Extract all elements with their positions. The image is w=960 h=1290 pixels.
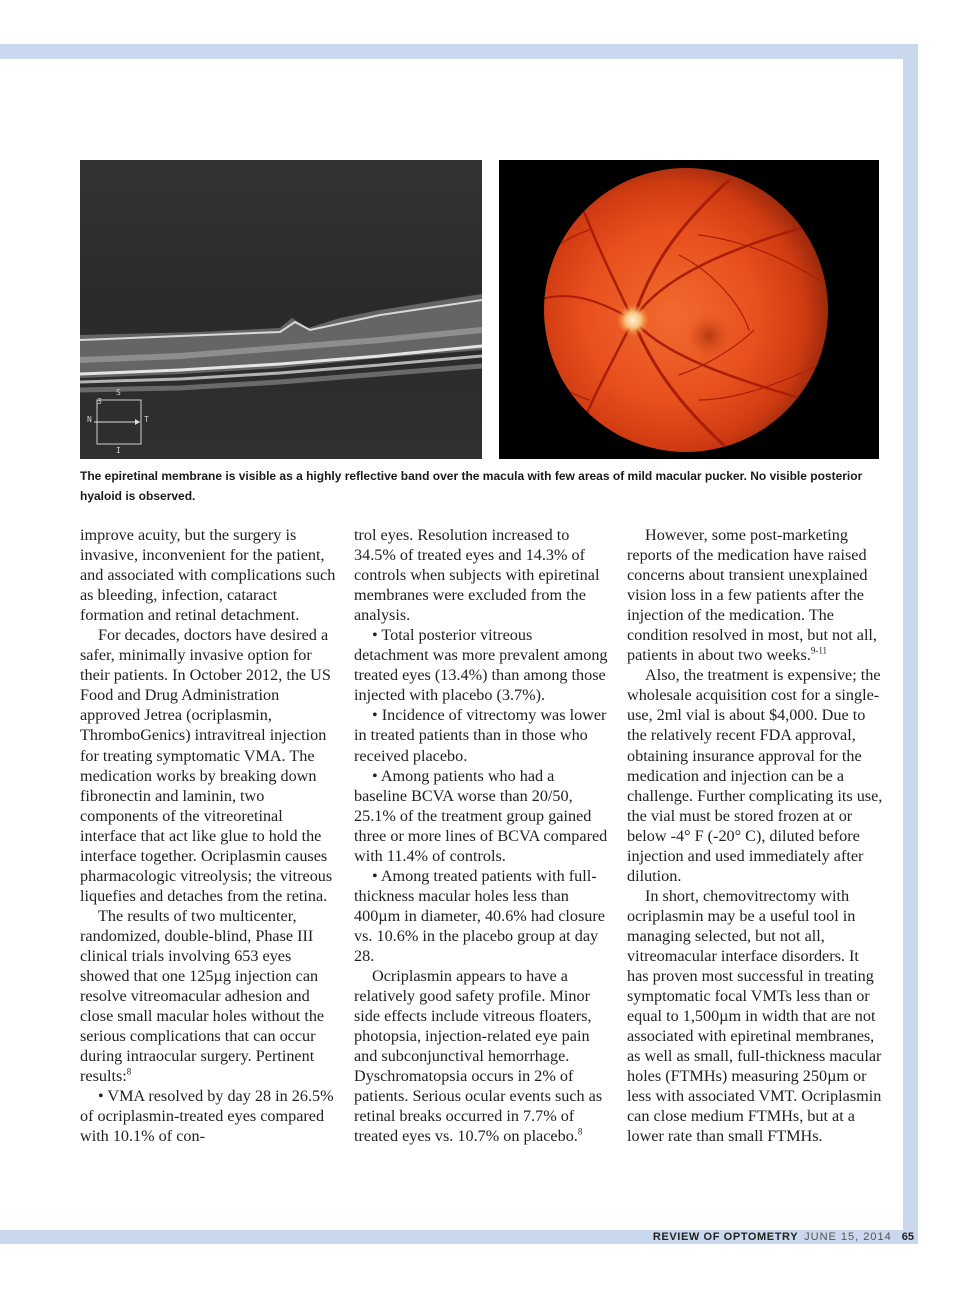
paragraph-text: The results of two multicenter, randomized, double-blind, Phase III clinical trials involving 653 eyes showed that one 125µg injection can resolve vitreomacular adhesion and close small macular holes without the serious complications that can occur during intraocular surgery. Pertinent results: bbox=[80, 906, 325, 1086]
reference-marker: 8 bbox=[126, 1066, 132, 1077]
bullet-item: • Among treated patients with full-thickness macular holes less than 400µm in diameter, 40.6% had closure vs. 10.6% in the placebo group at day 28. bbox=[354, 866, 605, 965]
paragraph: improve acuity, but the surgery is invasive, inconvenient for the patient, and associated with complications such as bleeding, infection, cataract formation and retinal detachment. bbox=[80, 526, 336, 625]
oct-label-n: N bbox=[87, 415, 92, 424]
paragraph-text: Ocriplasmin appears to have a relatively good safety profile. Minor side effects include vitreous floaters, photopsia, injection-related eye pain and subconjunctival hemorrhage. Dyschromatopsia occurs in 2% of patients. Serious ocular events such as retinal breaks occurred in 7.7% of treated eyes vs. 10.7% on placebo. bbox=[354, 967, 603, 1146]
right-border-band bbox=[903, 44, 918, 1230]
paragraph bbox=[80, 906, 338, 1086]
top-border-band bbox=[0, 44, 918, 59]
oct-scan-graphic bbox=[80, 160, 482, 459]
paragraph: In short, chemovitrectomy with ocriplasmin may be a useful tool in managing selected, but not all, vitreomacular interface disorders. It has proven most successful in treating symptomatic focal VMTs less than or equal to 1,500µm in width that are not associated with epiretinal membranes, as well as small, full-thickness macular holes (FTMHs) measuring 250µm or less with associated VMT. Ocriplasmin can close medium FTMHs, but at a lower rate than small FTMHs. bbox=[627, 886, 882, 1146]
oct-label-t: T bbox=[144, 415, 149, 424]
oct-label-i: I bbox=[116, 446, 121, 455]
paragraph: For decades, doctors have desired a safer, minimally invasive option for their patients. In October 2012, the US Food and Drug Administration approved Jetrea (ocriplasmin, ThromboGenics) intravitreal injection for treating symptomatic VMA. The medication works by breaking down fibronectin and laminin, two components of the vitreoretinal interface that act like glue to hold the interface together. Ocriplasmin causes pharmacologic vitreolysis; the vitreous liquefies and detaches from the retina. bbox=[80, 626, 333, 905]
page-number: 65 bbox=[901, 1231, 914, 1243]
paragraph: Also, the treatment is expensive; the wholesale acquisition cost for a single-use, 2ml vial is about $4,000. Due to the relatively recent FDA approval, obtaining insurance approval for the medication and injection can be a challenge. Further complicating its use, the vial must be stored frozen at or below -4° F (-20° C), diluted before injection and used immediately after dilution. bbox=[627, 666, 883, 885]
oct-scan-image bbox=[80, 160, 482, 459]
text-column-3 bbox=[627, 525, 883, 1146]
paragraph-text: However, some post-marketing reports of the medication have raised concerns about transient unexplained vision loss in a few patients after the injection of the medication. The condition resolved in most, but not all, patients in about two weeks. bbox=[627, 526, 877, 665]
bullet-item: • Total posterior vitreous detachment was more prevalent among treated eyes (13.4%) than among those injected with placebo (3.7%). bbox=[354, 626, 608, 705]
publication-name: REVIEW OF OPTOMETRY bbox=[652, 1231, 799, 1243]
paragraph bbox=[627, 525, 883, 665]
bullet-item: • Incidence of vitrectomy was lower in treated patients than in those who received placebo. bbox=[354, 706, 607, 765]
page-footer bbox=[653, 1230, 914, 1244]
oct-label-3: 3 bbox=[97, 397, 102, 406]
fundus-photo bbox=[499, 160, 879, 459]
bullet-item: • VMA resolved by day 28 in 26.5% of ocriplasmin-treated eyes compared with 10.1% of con- bbox=[80, 1087, 334, 1146]
text-column-1 bbox=[80, 525, 338, 1146]
bullet-item: • Among patients who had a baseline BCVA worse than 20/50, 25.1% of the treatment group gained three or more lines of BCVA compared with 11.4% of controls. bbox=[354, 766, 608, 865]
paragraph: trol eyes. Resolution increased to 34.5% of treated eyes and 14.3% of controls when subjects with epiretinal membranes were excluded from the analysis. bbox=[354, 526, 600, 625]
fundus-graphic bbox=[499, 160, 879, 459]
figure-caption: The epiretinal membrane is visible as a highly reflective band over the macula with few areas of mild macular pucker. No visible posterior hyaloid is observed. bbox=[80, 469, 863, 503]
paragraph bbox=[354, 966, 610, 1146]
reference-marker: 8 bbox=[577, 1127, 583, 1138]
text-column-2 bbox=[354, 525, 610, 1146]
reference-marker: 9-11 bbox=[810, 645, 828, 656]
oct-label-s: S bbox=[116, 388, 121, 397]
issue-date: JUNE 15, 2014 bbox=[804, 1231, 892, 1243]
